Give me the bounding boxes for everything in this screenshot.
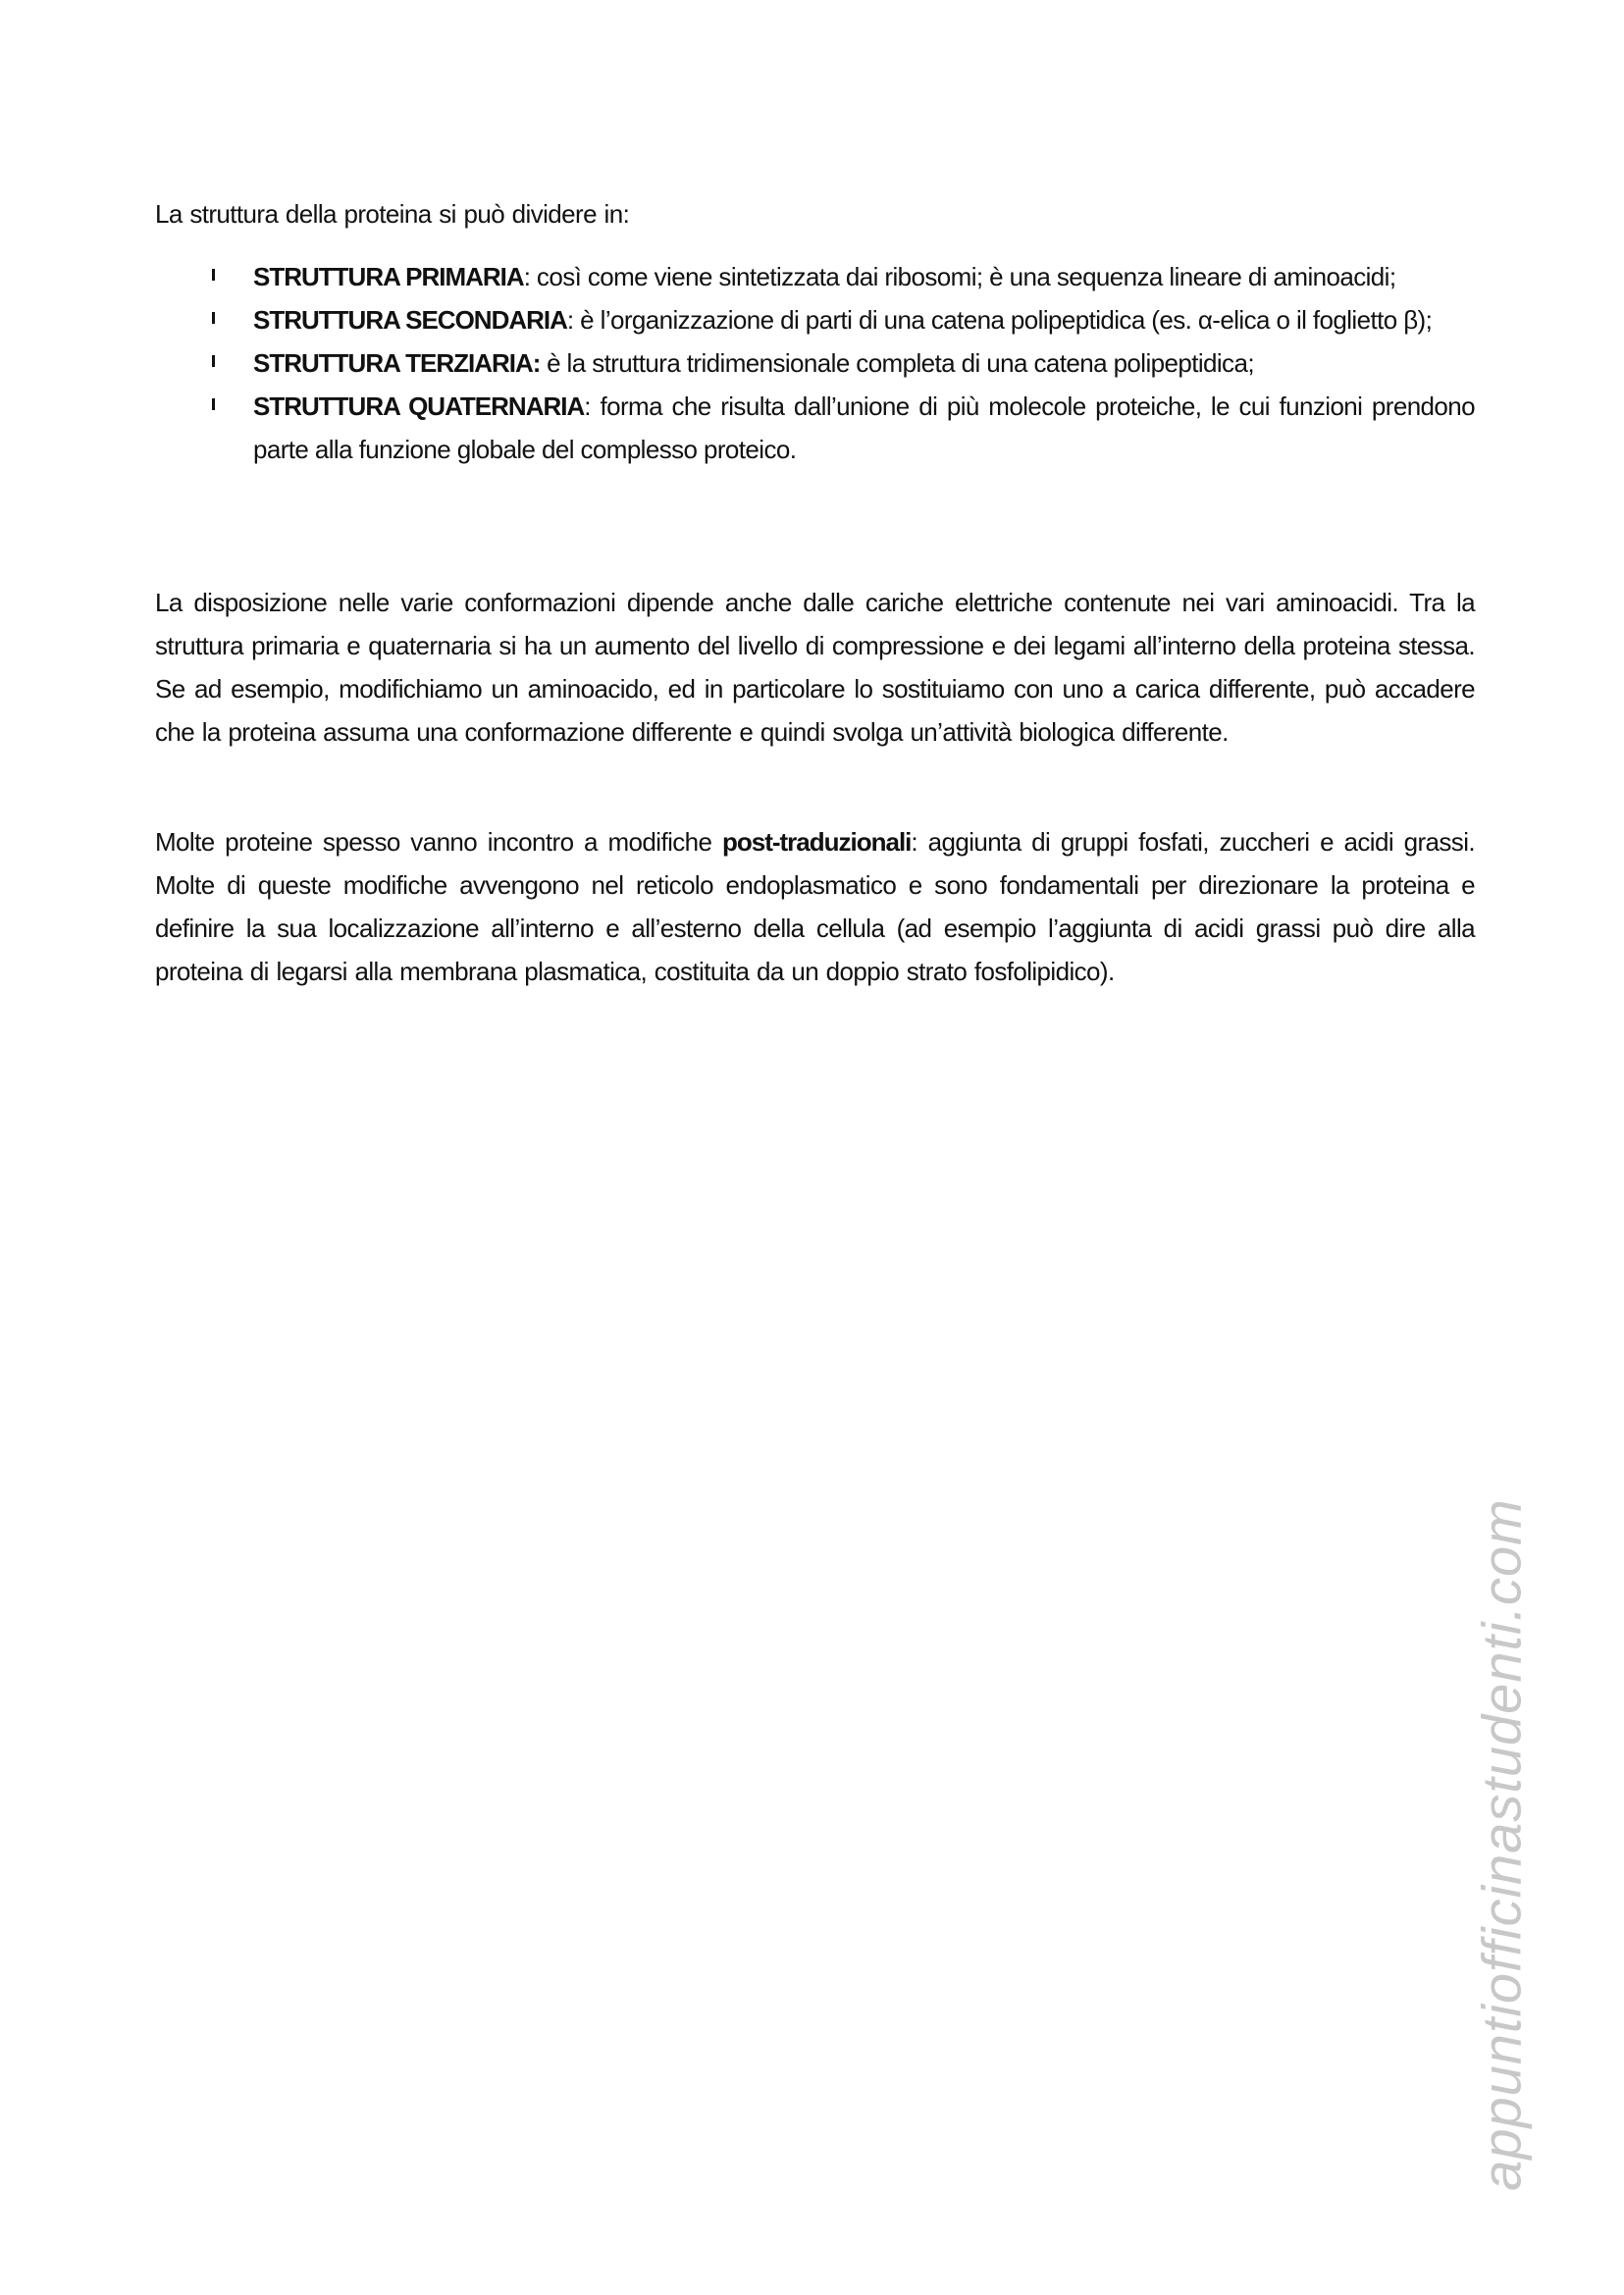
list-term: STRUTTURA SECONDARIA — [253, 305, 567, 335]
list-term: STRUTTURA PRIMARIA — [253, 262, 524, 291]
bullet-icon — [212, 269, 215, 281]
list-item — [155, 341, 1475, 385]
list-term: STRUTTURA TERZIARIA: — [253, 348, 541, 378]
list-term: STRUTTURA QUATERNARIA — [253, 391, 585, 421]
paragraph-text: : aggiunta di gruppi fosfati, zuccheri e acidi grassi. Molte di queste modifiche avvengono nel reticolo endoplasmatico e sono fondamentali per direzionare la proteina e definire la sua localizzazione all’interno e all’esterno della cellula (ad esempio l’aggiunta di acidi grassi può dire alla proteina di legarsi alla membrana plasmatica, costituita da un doppio strato fosfolipidico). — [155, 827, 1475, 986]
intro-text: La struttura della proteina si può dividere in: — [155, 199, 630, 229]
list-text: : così come viene sintetizzata dai ribosomi; è una sequenza lineare di aminoacidi; — [523, 262, 1396, 291]
list-text: : è l’organizzazione di parti di una catena polipeptidica (es. α-elica o il foglietto β); — [566, 305, 1433, 335]
bullet-icon — [212, 355, 215, 367]
bold-term: post-traduzionali — [721, 827, 912, 857]
structure-list — [155, 255, 1475, 471]
list-item — [155, 385, 1475, 471]
watermark: appuntiofficinastudenti.com — [1470, 1498, 1533, 2191]
list-item — [155, 255, 1475, 298]
paragraph-post-translational — [155, 820, 1475, 993]
list-text: : forma che risulta dall’unione di più molecole proteiche, le cui funzioni prendono parte alla funzione globale del complesso proteico. — [253, 391, 1475, 464]
bullet-icon — [212, 312, 215, 324]
list-item — [155, 298, 1475, 341]
paragraph-conformations: La disposizione nelle varie conformazioni dipende anche dalle cariche elettriche contenute nei vari aminoacidi. Tra la struttura primaria e quaternaria si ha un aumento del livello di compressione e dei legami all’interno della proteina stessa. Se ad esempio, modifichiamo un aminoacido, ed in particolare lo sostituiamo con uno a carica differente, può accadere che la proteina assuma una conformazione differente e quindi svolga un’attività biologica differente. — [155, 588, 1475, 747]
bullet-icon — [212, 398, 215, 410]
paragraph-text: Molte proteine spesso vanno incontro a modifiche — [155, 827, 722, 857]
list-text: è la struttura tridimensionale completa di una catena polipeptidica; — [540, 348, 1254, 378]
